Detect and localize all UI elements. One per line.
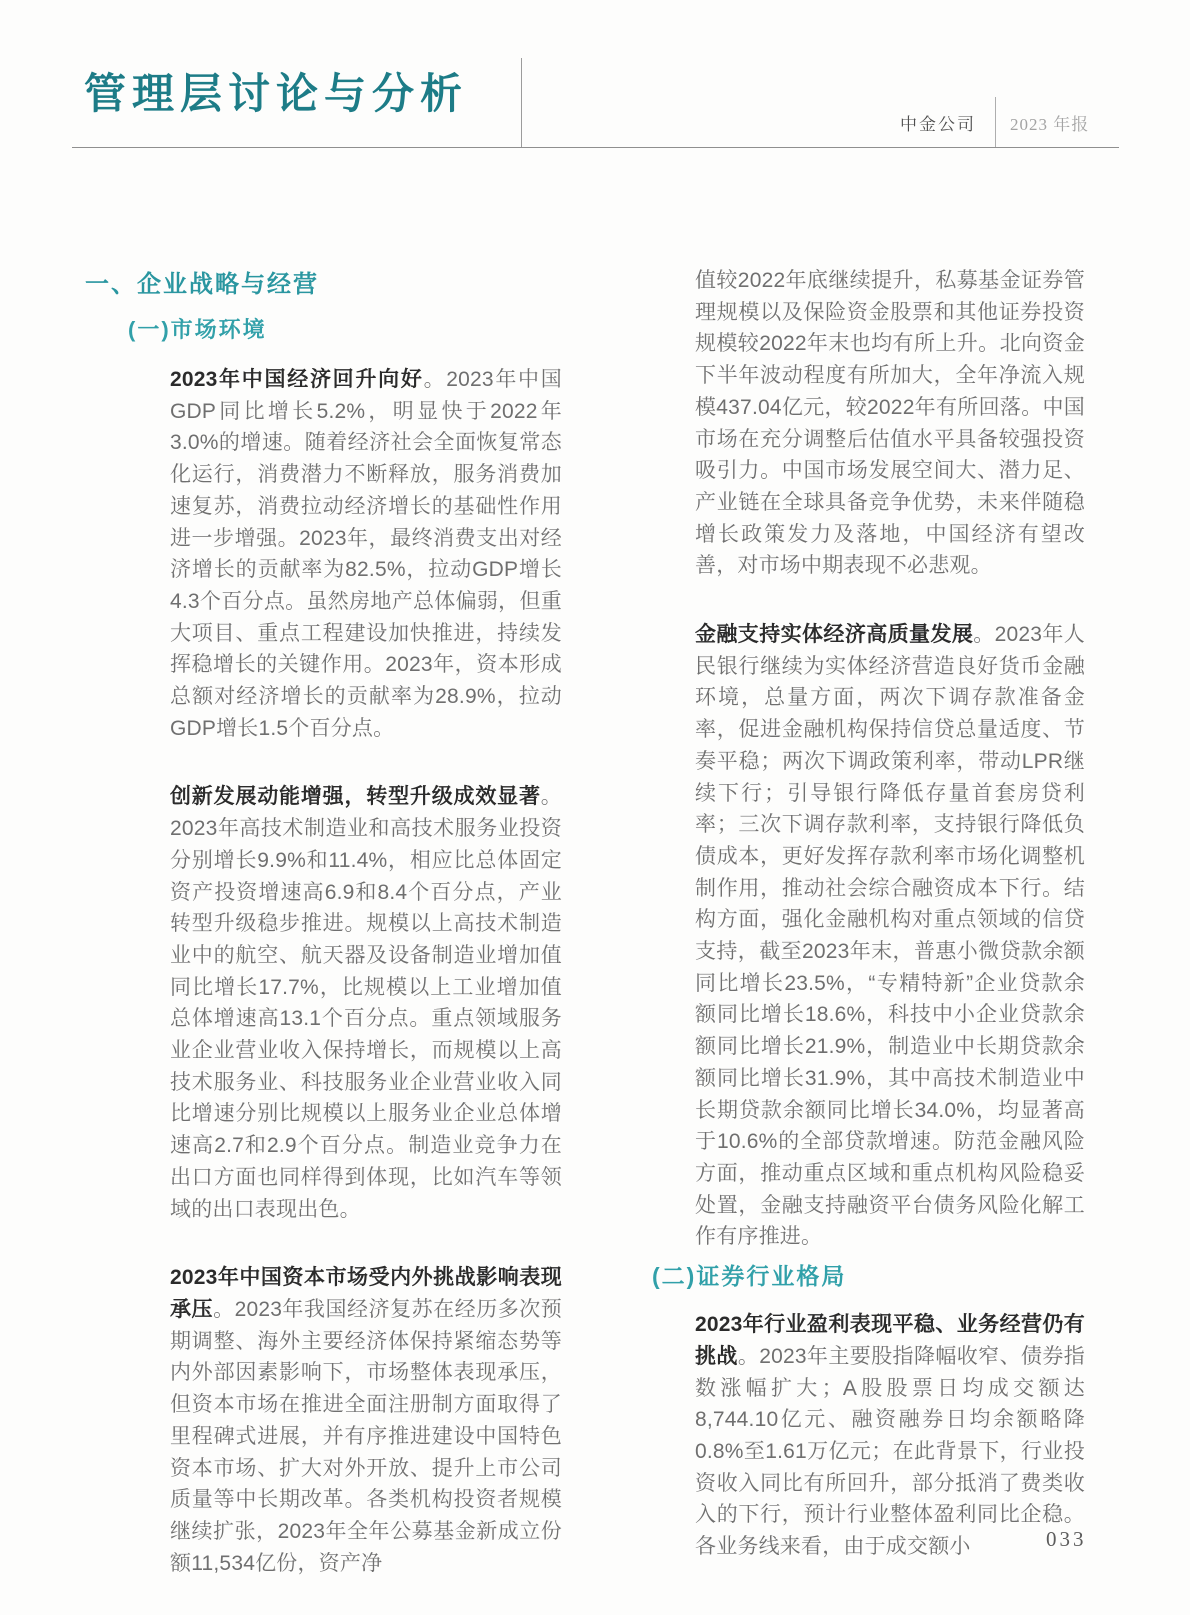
paragraph-lead: 2023年行业盈利表现平稳、业务经营仍有挑战 [695,1313,1085,1368]
paragraph-lead: 2023年中国经济回升向好 [170,368,424,391]
paragraph-text: 。2023年我国经济复苏在经历多次预期调整、海外主要经济体保持紧缩态势等内外部因素影响下，市场整体表现承压，但资本市场在推进全面注册制方面取得了里程碑式进展，并有序推进建设中国特色资本市场、扩大对外开放、提升上市公司质量等中长期改革。各类机构投资者规模继续扩张，2023年全年公募基金新成立份额11,534亿份，资产净 [170,1297,562,1575]
section-heading-strategy: 一、企业战略与经营 [85,271,319,298]
left-column [85,270,565,1579]
paragraph-text: 。2023年中国GDP同比增长5.2%，明显快于2022年3.0%的增速。随着经济社会全面恢复常态化运行，消费潜力不断释放，服务消费加速复苏，消费拉动经济增长的基础性作用进一步增强。2023年，最终消费支出对经济增长的贡献率为82.5%，拉动GDP增长4.3个百分点。虽然房地产总体偏弱，但重大项目、重点工程建设加快推进，持续发挥稳增长的关键作用。2023年，资本形成总额对经济增长的贡献率为28.9%，拉动GDP增长1.5个百分点。 [170,368,562,740]
page-number: 033 [1046,1527,1087,1551]
paragraph-innovation [170,781,562,1225]
paragraph-text: 。2023年高技术制造业和高技术服务业投资分别增长9.9%和11.4%，相应比总体固定资产投资增速高6.9和8.4个百分点，产业转型升级稳步推进。规模以上高技术制造业中的航空、航天器及设备制造业增加值同比增长17.7%，比规模以上工业增加值总体增速高13.1个百分点。重点领域服务业企业营业收入保持增长，而规模以上高技术服务业、科技服务业企业营业收入同比增速分别比规模以上服务业企业总体增速高2.7和2.9个百分点。制造业竞争力在出口方面也同样得到体现，比如汽车等领域的出口表现出色。 [170,785,562,1221]
company-name: 中金公司 [900,115,976,134]
paragraph-text: 值较2022年底继续提升，私募基金证券管理规模以及保险资金股票和其他证券投资规模较2022年末也均有所上升。北向资金下半年波动程度有所加大，全年净流入规模437.04亿元，较2022年有所回落。中国市场在充分调整后估值水平具备较强投资吸引力。中国市场发展空间大、潜力足、产业链在全球具备竞争优势，未来伴随稳增长政策发力及落地，中国经济有望改善，对市场中期表现不必悲观。 [695,269,1085,578]
report-year-label: 2023 年报 [1010,115,1090,134]
title-divider-line [521,58,522,148]
right-paragraphs-industry [695,1309,1085,1563]
page-title: 管理层讨论与分析 [84,72,469,118]
right-column [609,265,1089,1563]
header-rule [72,147,1119,148]
right-paragraphs [695,265,1085,1253]
paragraph-text: 。2023年人民银行继续为实体经济营造良好货币金融环境，总量方面，两次下调存款准备金率，促进金融机构保持信贷总量适度、节奏平稳；两次下调政策利率，带动LPR继续下行；引导银行降低存量首套房贷利率；三次下调存款利率，支持银行降低负债成本，更好发挥存款利率市场化调整机制作用，推动社会综合融资成本下行。结构方面，强化金融机构对重点领域的信贷支持，截至2023年末，普惠小微贷款余额同比增长23.5%，“专精特新”企业贷款余额同比增长18.6%，科技中小企业贷款余额同比增长21.9%，制造业中长期贷款余额同比增长31.9%，其中高技术制造业中长期贷款余额同比增长34.0%，均显著高于10.6%的全部贷款增速。防范金融风险方面，推动重点区域和重点机构风险稳妥处置，金融支持融资平台债务风险化解工作有序推进。 [695,623,1085,1249]
paragraph-text: 。2023年主要股指降幅收窄、债券指数涨幅扩大；A股股票日均成交额达8,744.10亿元、融资融券日均余额略降0.8%至1.61万亿元；在此背景下，行业投资收入同比有所回升，部分抵消了费类收入的下行，预计行业整体盈利同比企稳。各业务线来看，由于成交额小 [695,1344,1085,1559]
paragraph-lead: 金融支持实体经济高质量发展 [695,623,974,647]
subsection-heading-securities-industry: (二)证券行业格局 [652,1263,847,1290]
left-paragraphs [170,364,562,1579]
paragraph-economic-recovery [170,364,562,744]
paragraph-lead: 2023年中国资本市场受内外挑战影响表现承压 [170,1266,562,1321]
paragraph-capital-market [170,1262,562,1579]
subsection-heading-market: (一)市场环境 [128,317,267,342]
paragraph-lead: 创新发展动能增强，转型升级成效显著 [170,785,541,809]
paragraph-industry-profit [695,1309,1085,1563]
paragraph-capital-market-continued [695,265,1085,582]
paragraph-finance-support [695,619,1085,1253]
header-divider-line [995,97,996,148]
